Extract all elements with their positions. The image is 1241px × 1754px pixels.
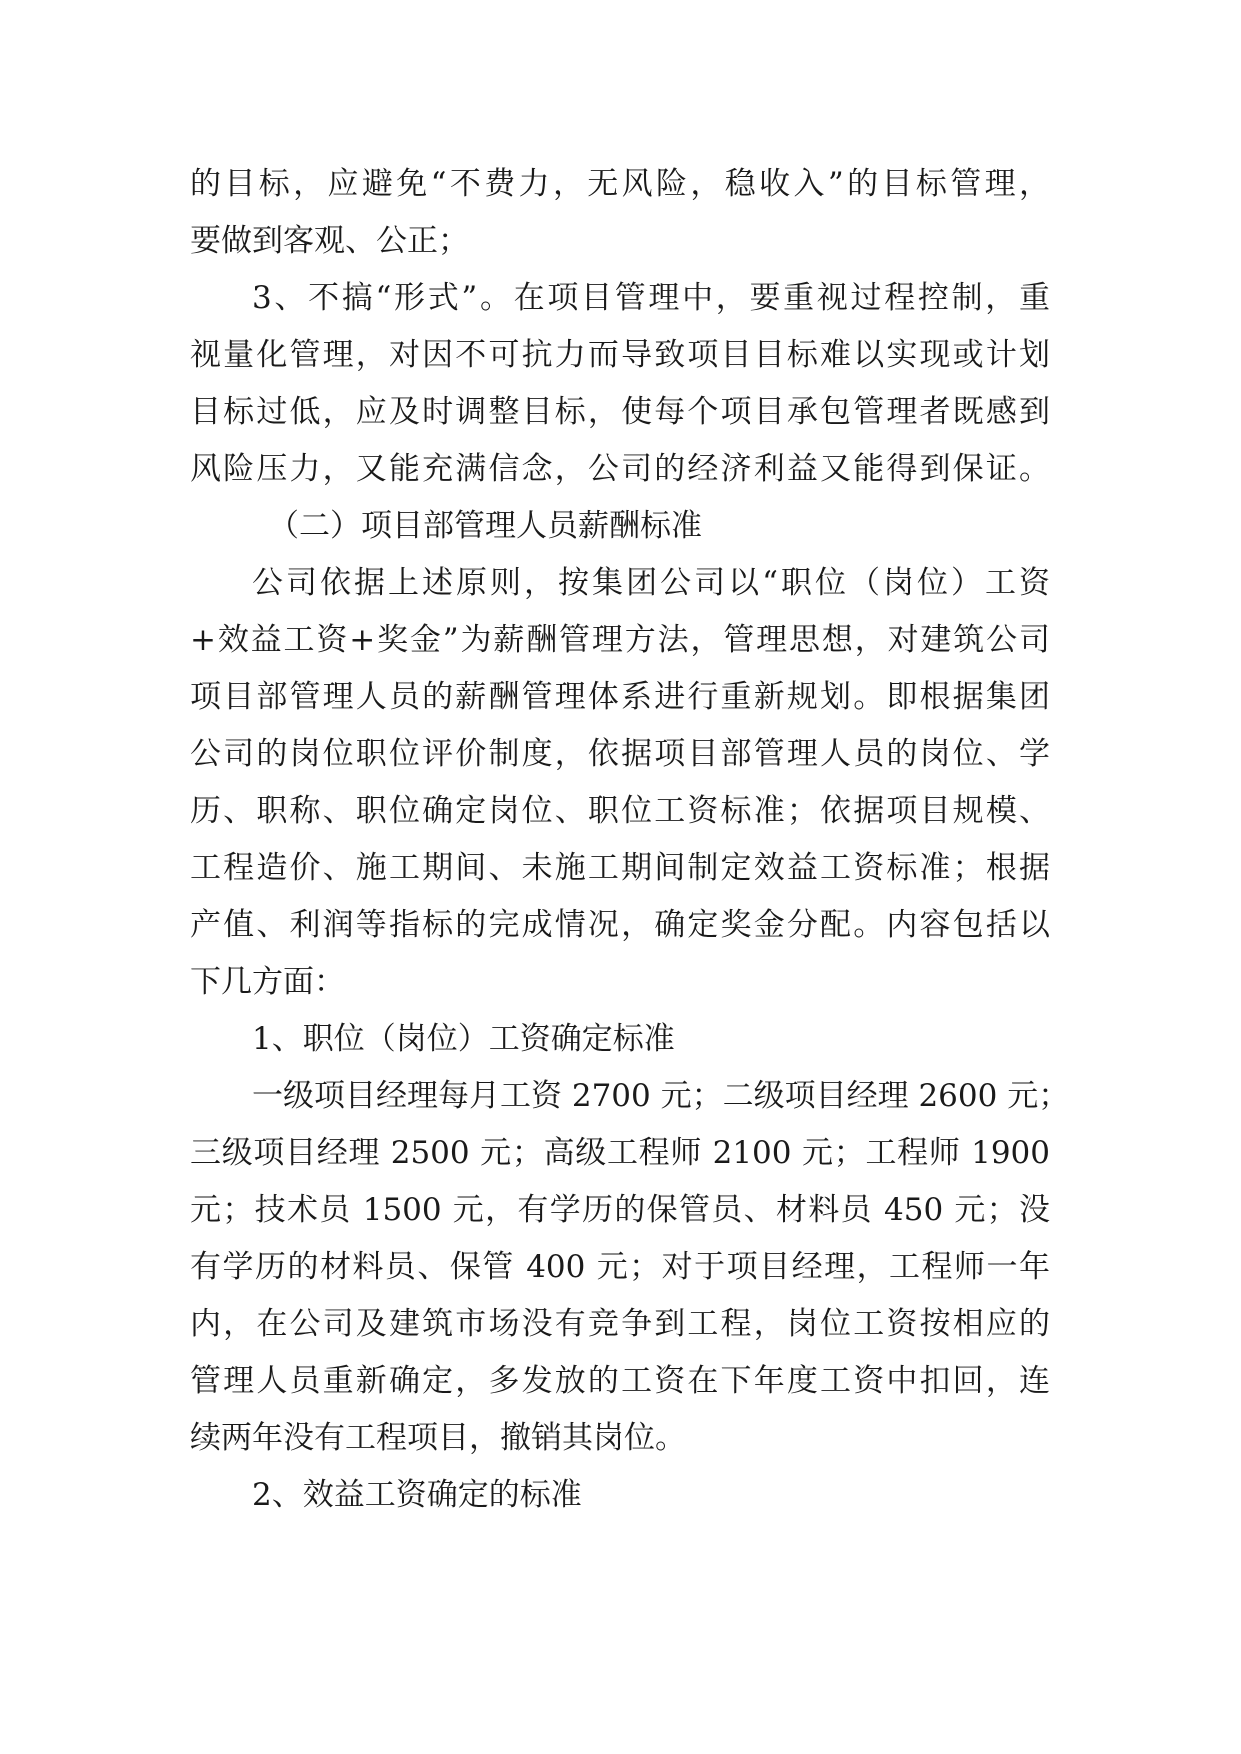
text-line: 续两年没有工程项目，撤销其岗位。 bbox=[190, 1420, 686, 1456]
subsection-heading: 2、效益工资确定的标准 bbox=[252, 1477, 582, 1513]
text-line: 公司依据上述原则，按集团公司以“职位（岗位）工资 bbox=[252, 565, 1050, 601]
text-line: 目标过低，应及时调整目标，使每个项目承包管理者既感到 bbox=[190, 394, 1050, 430]
text-line: 有学历的材料员、保管 400 元；对于项目经理，工程师一年 bbox=[190, 1249, 1050, 1285]
text-line: 三级项目经理 2500 元；高级工程师 2100 元；工程师 1900 bbox=[190, 1135, 1050, 1171]
text-line: 3、不搞“形式”。在项目管理中，要重视过程控制，重 bbox=[252, 280, 1050, 316]
text-line: 管理人员重新确定，多发放的工资在下年度工资中扣回，连 bbox=[190, 1363, 1050, 1399]
text-line: 下几方面： bbox=[190, 964, 345, 1000]
text-line: 公司的岗位职位评价制度，依据项目部管理人员的岗位、学 bbox=[190, 736, 1050, 772]
text-line: 元；技术员 1500 元，有学历的保管员、材料员 450 元；没 bbox=[190, 1192, 1050, 1228]
text-line: 要做到客观、公正； bbox=[190, 223, 469, 259]
text-line: 风险压力，又能充满信念，公司的经济利益又能得到保证。 bbox=[190, 451, 1050, 487]
text-line: +效益工资+奖金”为薪酬管理方法，管理思想，对建筑公司 bbox=[190, 622, 1050, 658]
section-heading: （二）项目部管理人员薪酬标准 bbox=[268, 508, 702, 544]
document-body bbox=[190, 156, 1070, 1524]
text-line: 内，在公司及建筑市场没有竞争到工程，岗位工资按相应的 bbox=[190, 1306, 1050, 1342]
subsection-heading: 1、职位（岗位）工资确定标准 bbox=[252, 1021, 675, 1057]
text-line: 一级项目经理每月工资 2700 元；二级项目经理 2600 元； bbox=[252, 1078, 1070, 1114]
text-line: 历、职称、职位确定岗位、职位工资标准；依据项目规模、 bbox=[190, 793, 1050, 829]
text-line: 产值、利润等指标的完成情况，确定奖金分配。内容包括以 bbox=[190, 907, 1050, 943]
text-line: 项目部管理人员的薪酬管理体系进行重新规划。即根据集团 bbox=[190, 679, 1050, 715]
text-line: 的目标，应避免“不费力，无风险，稳收入”的目标管理， bbox=[190, 166, 1050, 202]
text-line: 视量化管理，对因不可抗力而导致项目目标难以实现或计划 bbox=[190, 337, 1050, 373]
text-line: 工程造价、施工期间、未施工期间制定效益工资标准；根据 bbox=[190, 850, 1050, 886]
